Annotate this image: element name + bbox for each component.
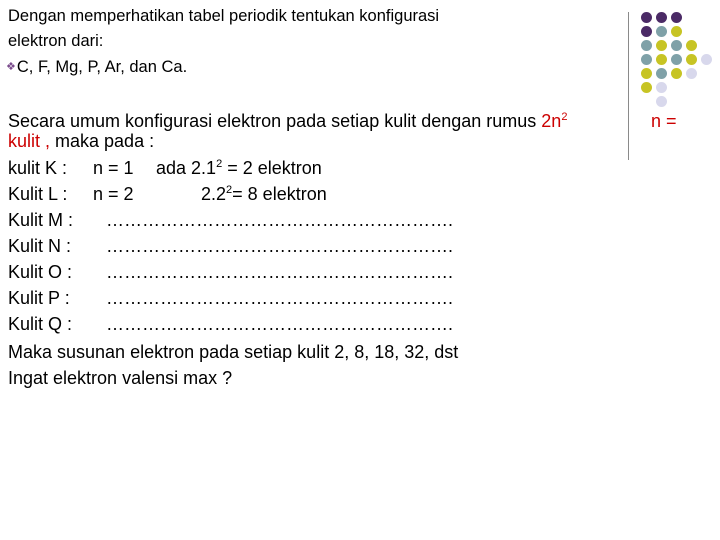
- decorative-dot: [641, 54, 652, 65]
- decorative-dot: [656, 68, 667, 79]
- decorative-dot: [686, 54, 697, 65]
- decorative-dot: [656, 40, 667, 51]
- intro-bullet-item: [6, 57, 187, 77]
- shell-result: = 2 elektron: [222, 158, 322, 178]
- shell-row-q: [8, 313, 453, 335]
- shell-label: Kulit M :: [8, 210, 74, 230]
- decorative-dot: [641, 12, 652, 23]
- shell-n: n = 2: [93, 184, 134, 204]
- decorative-dot: [641, 68, 652, 79]
- decorative-dot: [641, 82, 652, 93]
- formula-exponent: 2: [561, 111, 568, 123]
- shell-exp: 2: [216, 158, 223, 170]
- decorative-dot: [671, 26, 682, 37]
- shell-result: = 8 elektron: [232, 184, 327, 204]
- rule-kulit-red: kulit ,: [8, 131, 51, 151]
- decorative-dot: [671, 54, 682, 65]
- shell-calc: ada 2.1: [156, 158, 217, 178]
- rule-formula: [541, 111, 567, 131]
- intro-line-2: elektron dari:: [8, 32, 104, 50]
- shell-row-o: [8, 261, 453, 283]
- decorative-dot: [656, 12, 667, 23]
- intro-line-1: Dengan memperhatikan tabel periodik tentukan konfigurasi: [8, 7, 440, 25]
- decorative-dot: [701, 54, 712, 65]
- shell-row-k: [8, 157, 322, 179]
- shell-label: kulit K :: [8, 158, 68, 178]
- rule-line-2: [8, 130, 154, 152]
- rule-text: Secara umum konfigurasi elektron pada setiap kulit dengan rumus: [8, 111, 542, 131]
- decorative-dot: [671, 68, 682, 79]
- decorative-dot: [656, 82, 667, 93]
- decorative-dot: [656, 26, 667, 37]
- question-text: Ingat elektron valensi max ?: [8, 368, 233, 388]
- shell-blank-dots: ………………………………………………….: [106, 262, 454, 282]
- shell-row-p: [8, 287, 453, 309]
- divider-line: [628, 12, 629, 160]
- shell-blank-dots: ………………………………………………….: [106, 210, 454, 230]
- shell-n: n = 1: [93, 158, 134, 178]
- rule-line-2-rest: maka pada :: [50, 131, 155, 151]
- decorative-dot: [656, 54, 667, 65]
- rule-line-1: [8, 110, 567, 132]
- shell-row-l: [8, 183, 327, 205]
- decorative-dot: [641, 40, 652, 51]
- decorative-dot: [671, 12, 682, 23]
- decorative-dot: [686, 40, 697, 51]
- shell-blank-dots: ………………………………………………….: [106, 236, 454, 256]
- shell-blank-dots: ………………………………………………….: [106, 314, 454, 334]
- diamond-bullet-icon: ❖: [6, 61, 16, 73]
- shell-label: Kulit L :: [8, 184, 68, 204]
- decorative-dot: [656, 96, 667, 107]
- shell-label: Kulit N :: [8, 236, 72, 256]
- rule-n-label: n =: [651, 111, 677, 131]
- decorative-dot: [641, 26, 652, 37]
- conclusion-text: Maka susunan elektron pada setiap kulit 2, 8, 18, 32, dst: [8, 342, 459, 362]
- shell-row-m: [8, 209, 453, 231]
- shell-label: Kulit Q :: [8, 314, 73, 334]
- shell-label: Kulit P :: [8, 288, 70, 308]
- intro-bullet-text: C, F, Mg, P, Ar, dan Ca.: [16, 58, 188, 76]
- shell-blank-dots: ………………………………………………….: [106, 288, 454, 308]
- shell-row-n: [8, 235, 453, 257]
- shell-calc: 2.2: [201, 184, 227, 204]
- shell-exp: 2: [226, 184, 233, 196]
- formula-base: 2n: [541, 111, 562, 131]
- decorative-dot: [686, 68, 697, 79]
- shell-label: Kulit O :: [8, 262, 73, 282]
- decorative-dot: [671, 40, 682, 51]
